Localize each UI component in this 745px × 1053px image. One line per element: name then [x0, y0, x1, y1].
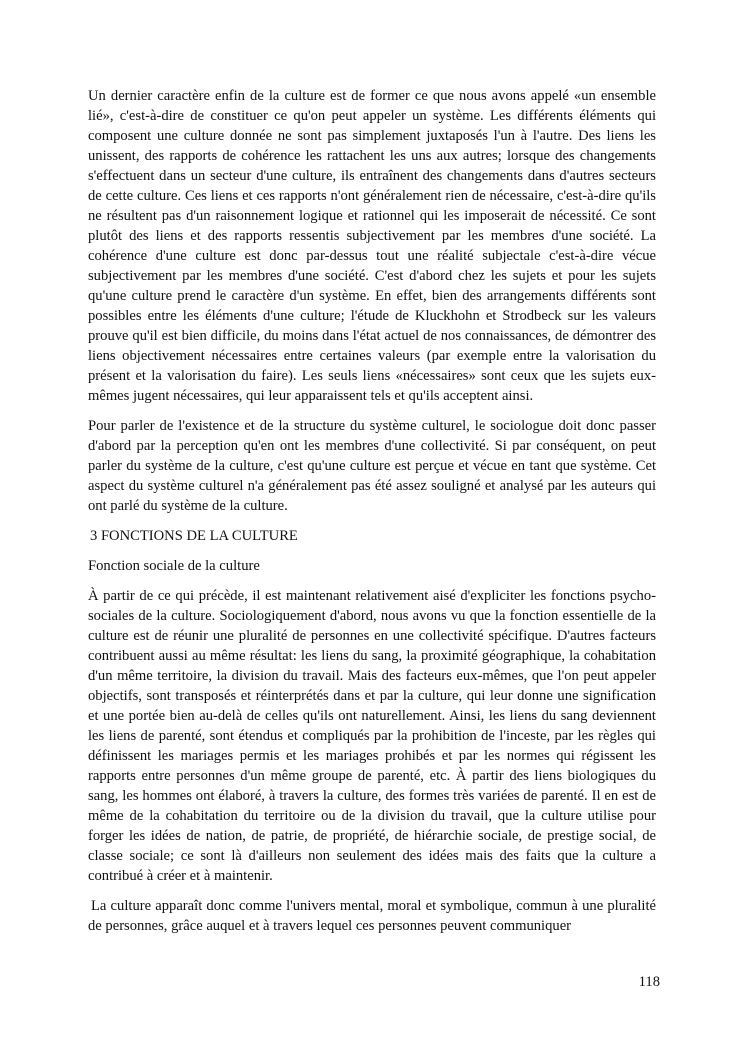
paragraph-fonction-sociale: À partir de ce qui précède, il est maintenant relativement aisé d'expliciter les fonctions psycho-sociales de la culture. Sociologiquement d'abord, nous avons vu que la fonction essentielle de la culture est de réunir une pluralité de personnes en une collectivité spécifique. D'autres facteurs contribuent aussi au même résultat: les liens du sang, la proximité géographique, la cohabitation d'un même territoire, la division du travail. Mais des facteurs eux-mêmes, que l'on peut appeler objectifs, sont transposés et réinterprétés dans et par la culture, qui leur donne une signification et une portée bien au-delà de celles qu'ils ont naturellement. Ainsi, les liens du sang deviennent les liens de parenté, sont étendus et compliqués par la prohibition de l'inceste, par les règles qui définissent les mariages permis et les mariages prohibés et par les normes qui régissent les rapports entre personnes d'un même groupe de parenté, etc. À partir des liens biologiques du sang, les hommes ont élaboré, à travers la culture, des formes très variées de parenté. Il en est de même de la cohabitation du territoire ou de la division du travail, que la culture utilise pour forger les idées de nation, de patrie, de propriété, de hiérarchie sociale, de prestige social, de classe sociale; ce sont là d'ailleurs non seulement des idées mais des faits que la culture a contribué à créer et à maintenir. [88, 588, 656, 884]
subsection-heading: Fonction sociale de la culture [88, 558, 260, 574]
paragraph-systeme-culturel: Pour parler de l'existence et de la structure du système culturel, le sociologue doit donc passer d'abord par la perception qu'en ont les membres d'une collectivité. Si par conséquent, on peut parler du système de la culture, c'est qu'une culture est perçue et vécue en tant que système. Cet aspect du système culturel n'a généralement pas été assez souligné et analysé par les auteurs qui ont parlé du système de la culture. [88, 418, 656, 514]
page-number: 118 [638, 974, 660, 990]
section-heading: 3 FONCTIONS DE LA CULTURE [90, 528, 298, 544]
paragraph-univers-mental: La culture apparaît donc comme l'univers mental, moral et symbolique, commun à une pluralité de personnes, grâce auquel et à travers lequel ces personnes peuvent communiquer [88, 898, 656, 934]
page-body [88, 86, 656, 946]
paragraph-ensemble-lie: Un dernier caractère enfin de la culture est de former ce que nous avons appelé «un ensemble lié», c'est-à-dire de constituer ce qu'on peut appeler un système. Les différents éléments qui composent une culture donnée ne sont pas simplement juxtaposés l'un à l'autre. Des liens les unissent, des rapports de cohérence les rattachent les uns aux autres; lorsque des changements s'effectuent dans un secteur d'une culture, ils entraînent des changements dans d'autres secteurs de cette culture. Ces liens et ces rapports n'ont généralement rien de nécessaire, c'est-à-dire qu'ils ne résultent pas d'un raisonnement logique et rationnel qui les imposerait de nécessité. Ce sont plutôt des liens et des rapports ressentis subjectivement par les membres d'une société. La cohérence d'une culture est donc par-dessus tout une réalité subjectale c'est-à-dire vécue subjectivement par les membres d'une société. C'est d'abord chez les sujets et pour les sujets qu'une culture prend le caractère d'un système. En effet, bien des arrangements différents sont possibles entre les éléments d'une culture; l'étude de Kluckhohn et Strodbeck sur les valeurs prouve qu'il est bien difficile, du moins dans l'état actuel de nos connaissances, de démontrer des liens objectivement nécessaires entre certaines valeurs (par exemple entre la valorisation du présent et la valorisation du faire). Les seuls liens «nécessaires» sont ceux que les sujets eux-mêmes jugent nécessaires, qui leur apparaissent tels et qu'ils acceptent ainsi. [88, 88, 656, 404]
